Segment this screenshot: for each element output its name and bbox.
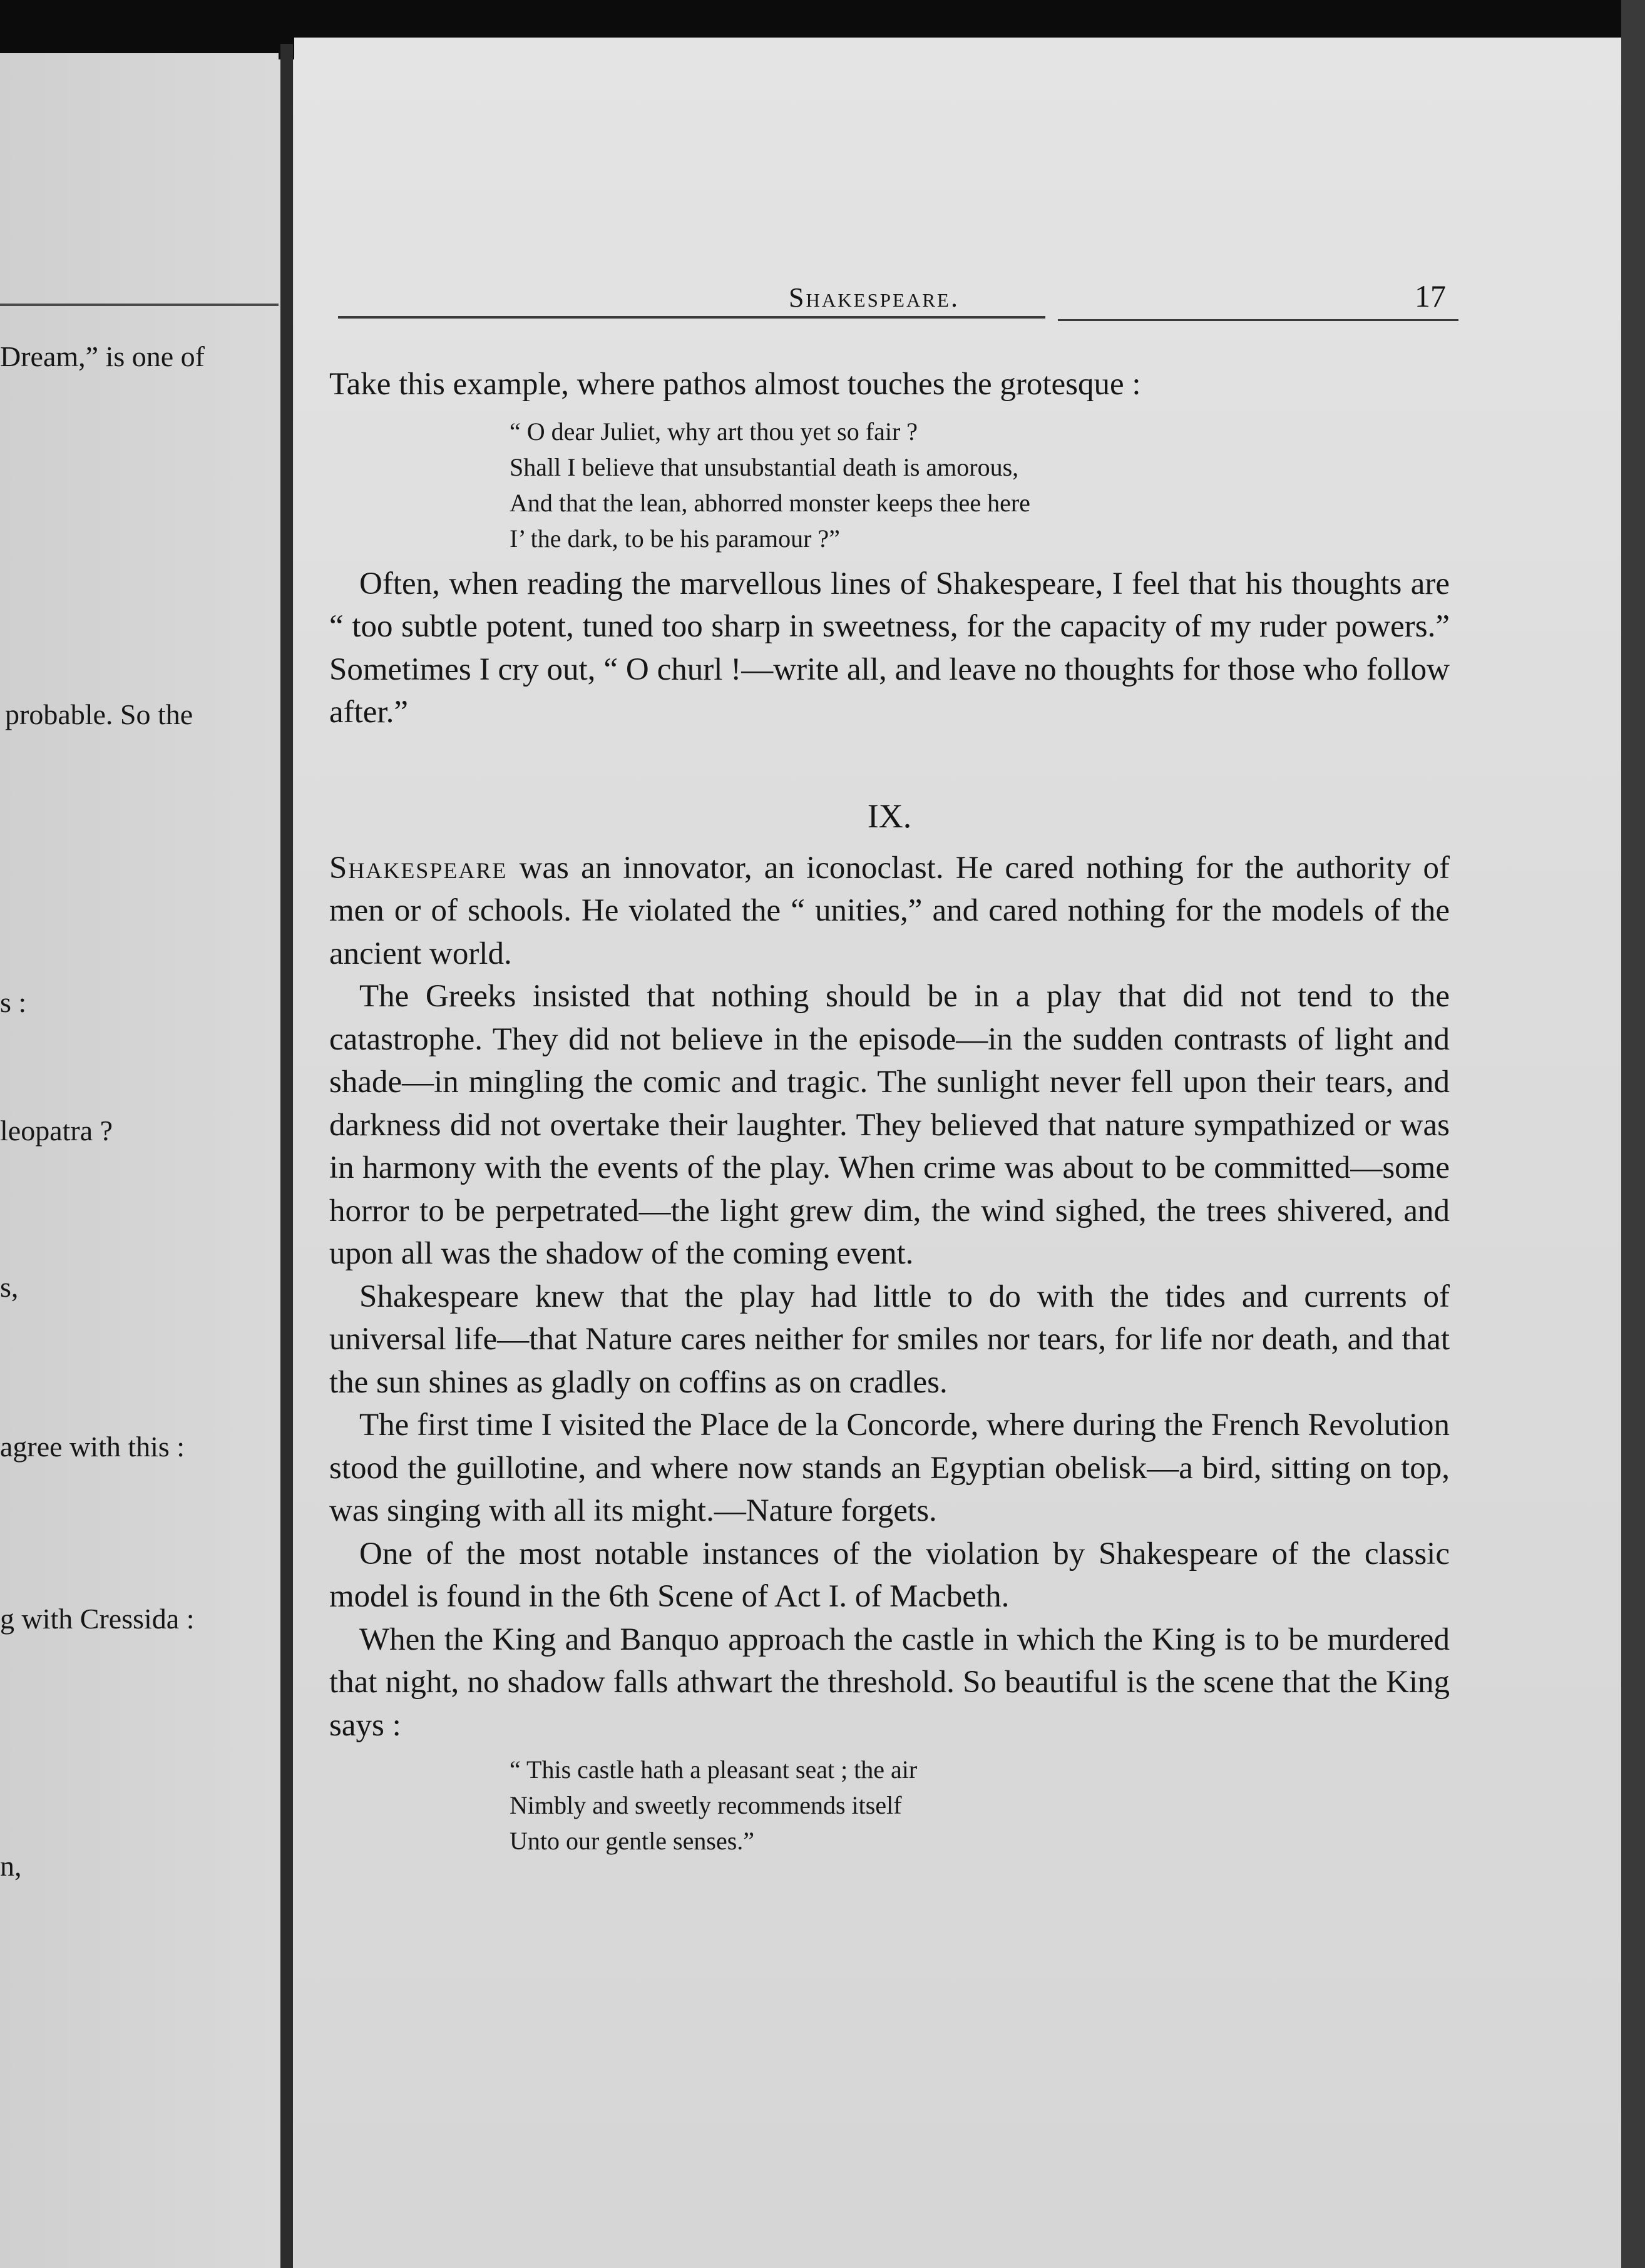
facing-page-rule bbox=[0, 304, 279, 306]
facing-page-line: g with Cressida : bbox=[0, 1603, 195, 1635]
paragraph-intro: Take this example, where pathos almost touches the grotesque : bbox=[329, 367, 1141, 402]
scan-border-right bbox=[1621, 0, 1645, 2268]
facing-page bbox=[0, 53, 279, 2268]
page-body bbox=[329, 363, 1450, 1859]
facing-page-line: probable. So the bbox=[5, 698, 193, 730]
verse-line: And that the lean, abhorred monster keeps thee here bbox=[510, 488, 1030, 517]
facing-page-line: leopatra ? bbox=[0, 1115, 113, 1147]
paragraph-king: When the King and Banquo approach the castle in which the King is to be murdered that night, no shadow falls athwart the threshold. So beautiful is the scene that the King says : bbox=[329, 1622, 1450, 1743]
verse-quote-macbeth bbox=[510, 1752, 1450, 1859]
paragraph-greeks: The Greeks insisted that nothing should be in a play that did not tend to the catastrophe. They did not believe in the episode—in the sudden contrasts of light and shade—in mingling the comic and tragic. The sunlight never fell upon their tears, and darkness did not overtake their laughter. They believed that nature sympathized or was in harmony with the events of the play. When crime was about to be committed—some horror to be perpetrated—the light grew dim, the wind sighed, the trees shivered, and upon all was the shadow of the coming event. bbox=[329, 979, 1450, 1271]
running-head-title: Shakespeare. bbox=[789, 282, 960, 313]
verse-line: Shall I believe that unsubstantial death is amorous, bbox=[510, 452, 1019, 481]
book-gutter bbox=[280, 44, 293, 2268]
paragraph-concorde: The first time I visited the Place de la Concorde, where during the French Revolution stood the guillotine, and where now stands an Egyptian obelisk—a bird, sitting on top, was singing with all its might.—Nature forgets. bbox=[329, 1407, 1450, 1528]
page-number: 17 bbox=[1415, 278, 1446, 314]
paragraph-notable: One of the most notable instances of the violation by Shakespeare of the classic model is found in the 6th Scene of Act I. of Macbeth. bbox=[329, 1536, 1450, 1614]
verse-line: Nimbly and sweetly recommends itself bbox=[510, 1791, 902, 1819]
section-heading: IX. bbox=[867, 797, 912, 835]
facing-page-line: n, bbox=[0, 1850, 22, 1882]
section-lead-word: Shakespeare bbox=[329, 850, 508, 886]
facing-page-line: s : bbox=[0, 986, 27, 1018]
header-rule bbox=[1058, 319, 1458, 321]
paragraph-shakespeare-knew: Shakespeare knew that the play had little to do with the tides and currents of universal life—that Nature cares neither for smiles nor tears, for life nor death, and that the sun shines as gladly on coffins as on cradles. bbox=[329, 1279, 1450, 1400]
verse-quote-juliet bbox=[510, 414, 1450, 556]
paragraph-innovator bbox=[329, 847, 1450, 976]
facing-page-line: agree with this : bbox=[0, 1431, 185, 1463]
verse-line: I’ the dark, to be his paramour ?” bbox=[510, 524, 840, 553]
facing-page-line: Dream,” is one of bbox=[0, 340, 205, 372]
paragraph-often: Often, when reading the marvellous lines of Shakespeare, I feel that his thoughts are “ too subtle potent, tuned too sharp in sweetness, for the capacity of my ruder powers.” Sometimes I cry out, “ O churl !—write all, and leave no thoughts for those who follow after.” bbox=[329, 566, 1450, 730]
header-rule bbox=[338, 316, 1045, 319]
facing-page-line: s, bbox=[0, 1271, 19, 1303]
book-page bbox=[294, 38, 1621, 2268]
paragraph-innovator-text: was an innovator, an iconoclast. He cared nothing for the authority of men or of schools. He violated the “ unities,” and cared nothing for the models of the ancient world. bbox=[329, 850, 1450, 971]
verse-line: “ O dear Juliet, why art thou yet so fair ? bbox=[510, 417, 918, 446]
verse-line: “ This castle hath a pleasant seat ; the air bbox=[510, 1755, 918, 1784]
verse-line: Unto our gentle senses.” bbox=[510, 1827, 755, 1855]
